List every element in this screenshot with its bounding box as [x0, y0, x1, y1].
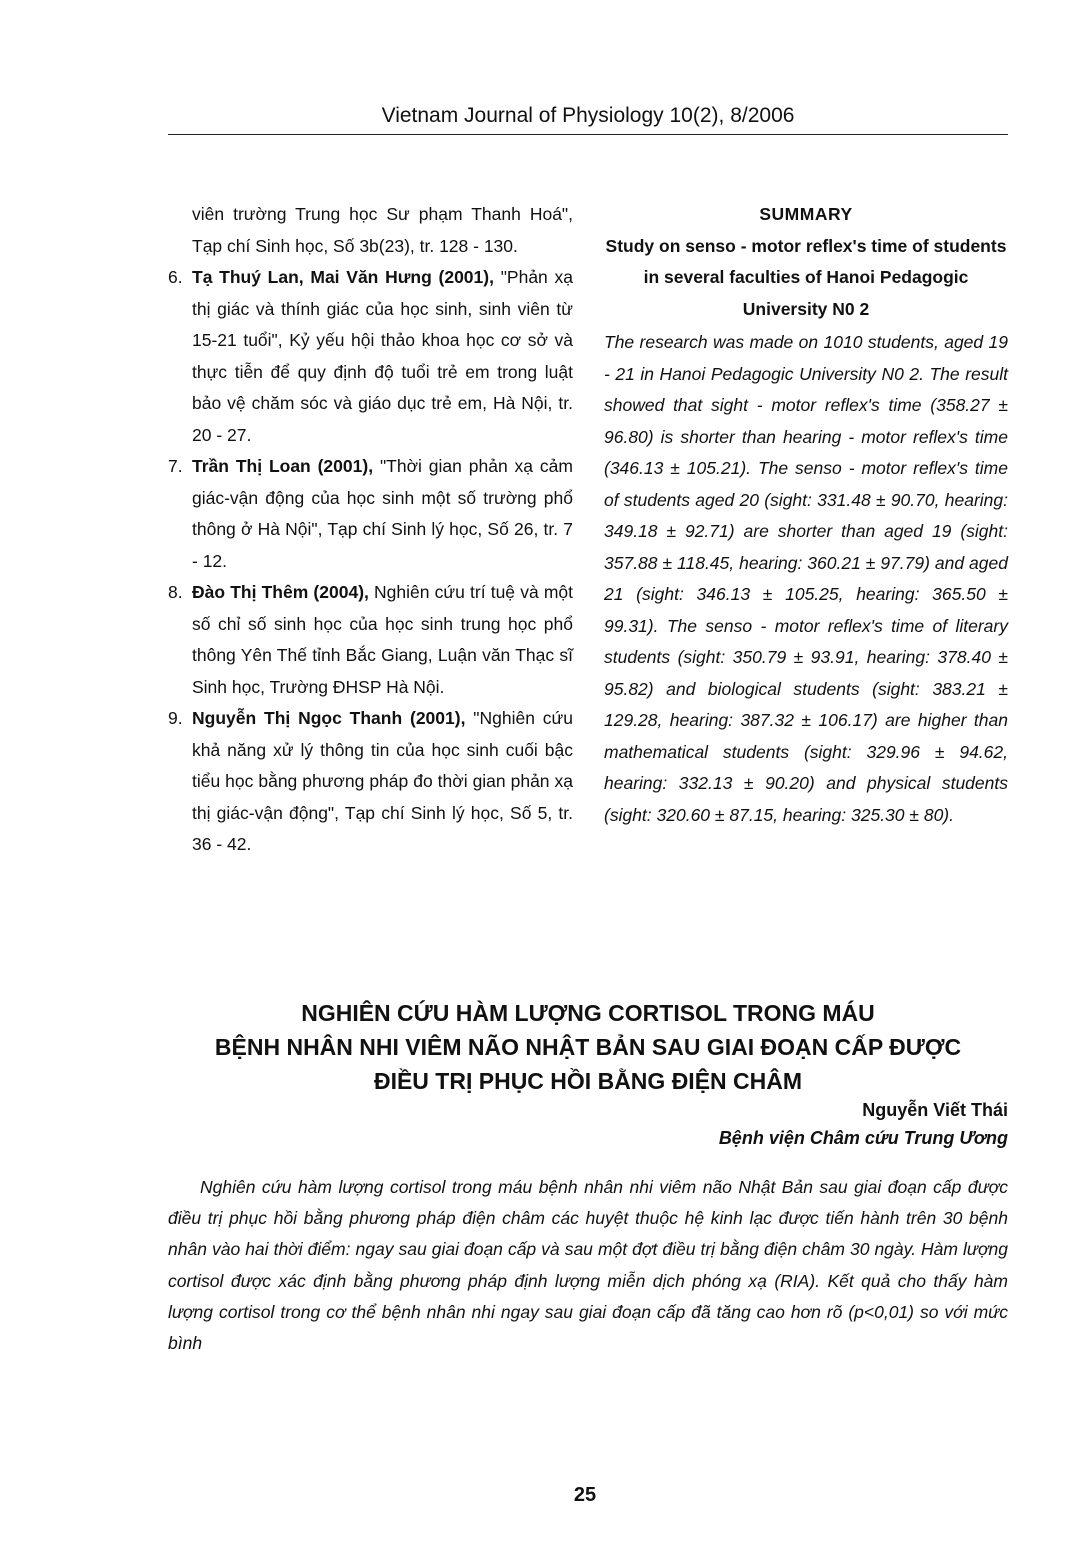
running-head: Vietnam Journal of Physiology 10(2), 8/2006	[381, 104, 795, 127]
summary-body: The research was made on 1010 students, aged 19 - 21 in Hanoi Pedagogic University N0 2. The result showed that sight - motor reflex's time (358.27 ± 96.80) is shorter than hearing - motor reflex's time (346.13 ± 105.21). The senso - motor reflex's time of students aged 20 (sight: 331.48 ± 90.70, hearing: 349.18 ± 92.71) are shorter than aged 19 (sight: 357.88 ± 118.45, hearing: 360.21 ± 97.79) and aged 21 (sight: 346.13 ± 105.25, hearing: 365.50 ± 99.31). The senso - motor reflex's time of literary students (sight: 350.79 ± 93.91, hearing: 378.40 ± 95.82) and biological students (sight: 383.21 ± 129.28, hearing: 387.32 ± 106.17) are higher than mathematical students (sight: 329.96 ± 94.62, hearing: 332.13 ± 90.20) and physical students (sight: 320.60 ± 87.15, hearing: 325.30 ± 80).	[604, 332, 1008, 825]
reference-item-9	[168, 703, 573, 861]
article-title-line: NGHIÊN CỨU HÀM LƯỢNG CORTISOL TRONG MÁU	[301, 1000, 875, 1026]
reference-body	[192, 703, 573, 861]
article-title	[150, 996, 1026, 1098]
reference-authors: Đào Thị Thêm (2004),	[192, 582, 369, 602]
article-abstract: Nghiên cứu hàm lượng cortisol trong máu bệnh nhân nhi viêm não Nhật Bản sau giai đoạn cấp được điều trị phục hồi bằng phương pháp điện châm các huyệt thuộc hệ kinh lạc được tiến hành trên 30 bệnh nhân vào hai thời điểm: ngay sau giai đoạn cấp và sau một đợt điều trị bằng điện châm 30 ngày. Hàm lượng cortisol được xác định bằng phương pháp định lượng miễn dịch phóng xạ (RIA). Kết quả cho thấy hàm lượng cortisol trong cơ thể bệnh nhân nhi ngay sau giai đoạn cấp đã tăng cao hơn rõ (p<0,01) so với mức bình	[168, 1177, 1008, 1354]
article-title-line: BỆNH NHÂN NHI VIÊM NÃO NHẬT BẢN SAU GIAI ĐOẠN CẤP ĐƯỢC	[214, 1034, 962, 1060]
summary-column	[604, 199, 1008, 831]
article-title-line: ĐIỀU TRỊ PHỤC HỒI BẰNG ĐIỆN CHÂM	[373, 1068, 803, 1094]
reference-authors: Nguyễn Thị Ngọc Thanh (2001),	[192, 708, 466, 728]
page-number: 25	[573, 1484, 597, 1506]
reference-text: Nghiên cứu trí tuệ và một số chỉ số sinh học của học sinh trung học phổ thông Yên Thế tỉnh Bắc Giang, Luận văn Thạc sĩ Sinh học, Trường ĐHSP Hà Nội.	[192, 582, 573, 697]
reference-item-8	[168, 577, 573, 703]
header-rule	[168, 134, 1008, 135]
reference-body	[192, 451, 573, 577]
summary-heading: SUMMARY	[759, 204, 853, 224]
reference-number: 7.	[168, 456, 183, 476]
reference-item-7	[168, 451, 573, 577]
reference-text: "Phản xạ thị giác và thính giác của học sinh, sinh viên từ 15-21 tuổi", Kỷ yếu hội thảo khoa học cơ sở và thực tiễn để quy định độ tuổi trẻ em trong luật bảo vệ chăm sóc và giáo dục trẻ em, Hà Nội, tr. 20 - 27.	[192, 267, 573, 445]
reference-authors: Tạ Thuý Lan, Mai Văn Hưng (2001),	[192, 267, 494, 287]
reference-authors: Trần Thị Loan (2001),	[192, 456, 374, 476]
reference-text: "Nghiên cứu khả năng xử lý thông tin của học sinh cuối bậc tiểu học bằng phương pháp đo thời gian phản xạ thị giác-vận động", Tạp chí Sinh lý học, Số 5, tr. 36 - 42.	[192, 708, 573, 854]
reference-continuation: viên trường Trung học Sư phạm Thanh Hoá", Tạp chí Sinh học, Số 3b(23), tr. 128 - 130.	[192, 204, 573, 256]
article-author: Nguyễn Viết Thái	[862, 1100, 1008, 1120]
reference-number: 8.	[168, 582, 183, 602]
article-affiliation: Bệnh viện Châm cứu Trung Ương	[718, 1128, 1008, 1148]
references-column	[168, 199, 573, 861]
reference-item-6	[168, 262, 573, 451]
reference-body	[192, 262, 573, 451]
reference-text: "Thời gian phản xạ cảm giác-vận động của học sinh một số trường phổ thông ở Hà Nội", Tạp chí Sinh lý học, Số 26, tr. 7 - 12.	[192, 456, 573, 571]
reference-number: 9.	[168, 708, 183, 728]
reference-number: 6.	[168, 267, 183, 287]
reference-body	[192, 577, 573, 703]
summary-title: Study on senso - motor reflex's time of students in several faculties of Hanoi Pedagogic University N0 2	[605, 235, 1007, 319]
